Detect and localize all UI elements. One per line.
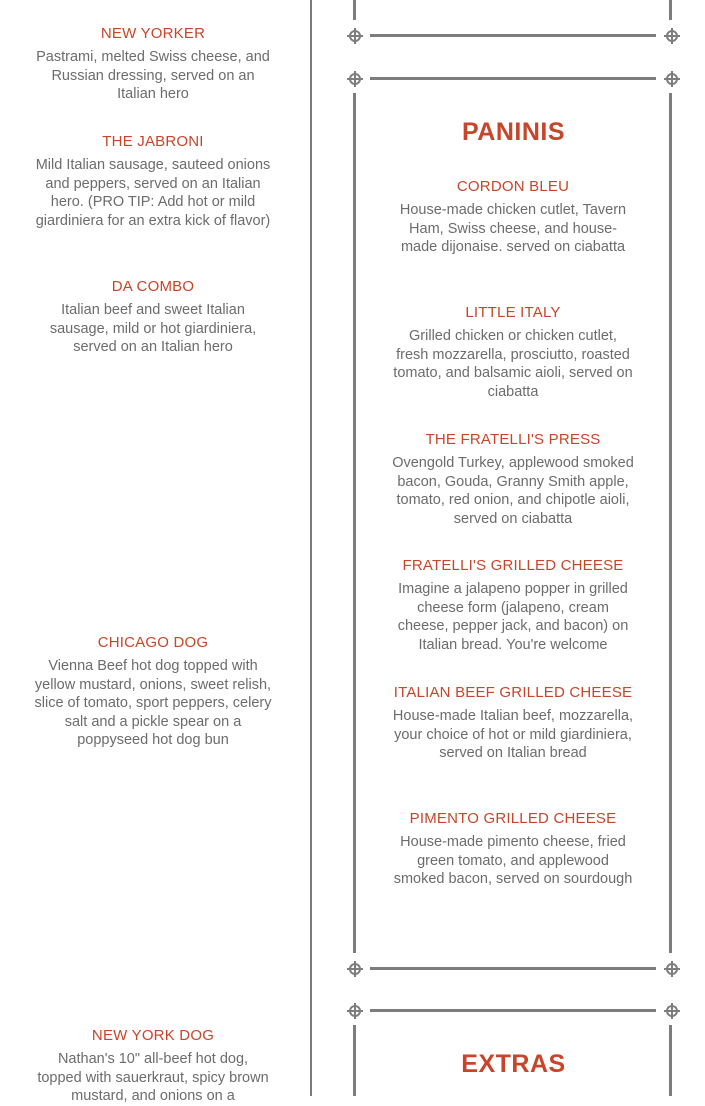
menu-item-new-yorker — [34, 25, 272, 104]
item-name: CHICAGO DOG — [97, 634, 209, 651]
item-name: ITALIAN BEEF GRILLED CHEESE — [393, 684, 633, 701]
menu-item-pimento-grilled-cheese — [392, 810, 634, 889]
item-description: Ovengold Turkey, applewood smoked bacon, Gouda, Granny Smith apple, tomato, red onion, and chipotle aioli, served on ciabatta — [392, 455, 634, 527]
item-name: THE JABRONI — [102, 133, 204, 150]
item-name: THE FRATELLI'S PRESS — [425, 431, 601, 448]
corner-crosshair-icon — [664, 1003, 680, 1019]
item-description: House-made Italian beef, mozzarella, your choice of hot or mild giardiniera, served on Italian bread — [392, 708, 634, 762]
corner-crosshair-icon — [664, 961, 680, 977]
item-name: CORDON BLEU — [456, 178, 570, 195]
menu-item-da-combo — [34, 278, 272, 357]
corner-crosshair-icon — [347, 71, 363, 87]
item-description: Pastrami, melted Swiss cheese, and Russian dressing, served on an Italian hero — [36, 49, 270, 103]
menu-item-fratellis-grilled-cheese — [392, 557, 634, 654]
item-description: Vienna Beef hot dog topped with yellow mustard, onions, sweet relish, slice of tomato, sport peppers, celery salt and a pickle spear on a poppyseed hot dog bun — [34, 658, 272, 749]
item-description: House-made chicken cutlet, Tavern Ham, Swiss cheese, and house-made dijonaise. served on ciabatta — [399, 202, 627, 256]
menu-item-cordon-bleu — [392, 178, 634, 257]
corner-crosshair-icon — [664, 28, 680, 44]
column-divider — [310, 0, 312, 1096]
item-description: House-made pimento cheese, fried green tomato, and applewood smoked bacon, served on sourdough — [393, 834, 633, 888]
menu-item-the-jabroni — [34, 133, 272, 230]
menu-item-chicago-dog — [34, 634, 272, 750]
item-description: Imagine a jalapeno popper in grilled cheese form (jalapeno, cream cheese, pepper jack, and bacon) on Italian bread. You're welcome — [397, 581, 629, 653]
section-heading-paninis: PANINIS — [461, 118, 566, 146]
item-description: Grilled chicken or chicken cutlet, fresh mozzarella, prosciutto, roasted tomato, and balsamic aioli, served on ciabatta — [393, 328, 633, 400]
item-description: Mild Italian sausage, sauteed onions and peppers, served on an Italian hero. (PRO TIP: Add hot or mild giardiniera for an extra kick of flavor) — [35, 157, 271, 229]
item-name: LITTLE ITALY — [465, 304, 561, 321]
corner-crosshair-icon — [664, 71, 680, 87]
menu-item-the-fratellis-press — [392, 431, 634, 528]
corner-crosshair-icon — [347, 1003, 363, 1019]
menu-item-little-italy — [392, 304, 634, 401]
item-description: Italian beef and sweet Italian sausage, mild or hot giardiniera, served on an Italian hero — [49, 302, 257, 356]
corner-crosshair-icon — [347, 961, 363, 977]
item-name: NEW YORK DOG — [91, 1027, 215, 1044]
menu-item-new-york-dog — [34, 1027, 272, 1106]
item-name: DA COMBO — [111, 278, 195, 295]
item-name: PIMENTO GRILLED CHEESE — [409, 810, 617, 827]
menu-item-italian-beef-grilled-cheese — [392, 684, 634, 763]
item-name: NEW YORKER — [100, 25, 206, 42]
section-heading-extras: EXTRAS — [461, 1050, 566, 1078]
corner-crosshair-icon — [347, 28, 363, 44]
item-description: Nathan's 10" all-beef hot dog, topped with sauerkraut, spicy brown mustard, and onions on a — [37, 1051, 269, 1105]
item-name: FRATELLI'S GRILLED CHEESE — [402, 557, 624, 574]
